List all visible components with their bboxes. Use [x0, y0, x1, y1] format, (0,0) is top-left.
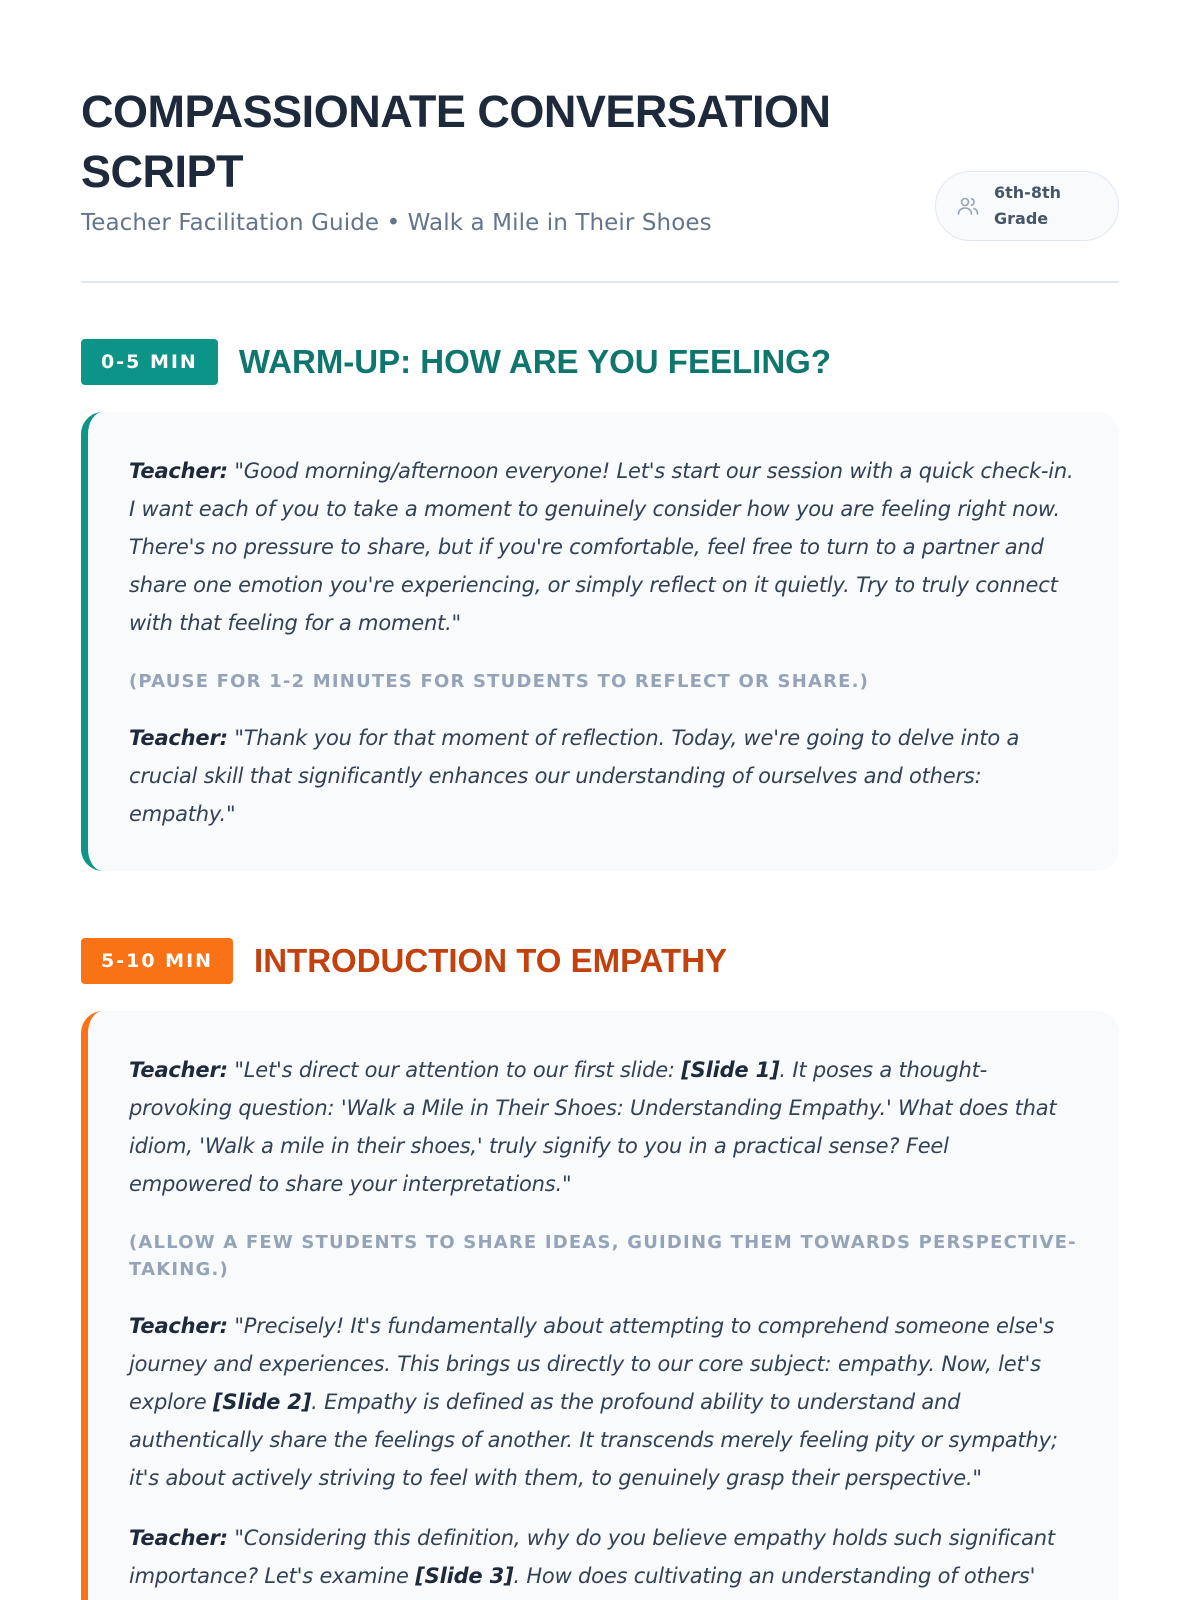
- stage-direction: (ALLOW A FEW STUDENTS TO SHARE IDEAS, GUIDING THEM TOWARDS PERSPECTIVE-TAKING.): [129, 1232, 1077, 1280]
- time-badge: 5-10 MIN: [81, 938, 233, 984]
- speaker-label: Teacher:: [129, 1314, 228, 1338]
- page-subtitle: Teacher Facilitation Guide • Walk a Mile in Their Shoes: [81, 210, 712, 236]
- teacher-line: [129, 719, 1077, 833]
- line-text: "Precisely! It's fundamentally about attempting to comprehend someone else's journey and experiences. This brings us directly to our core subject: empathy. Now, let's explore: [129, 1314, 1055, 1414]
- line-text: . How does cultivating an understanding of others': [513, 1564, 1036, 1588]
- line-text: . Empathy is defined as the profound ability to understand and authentically share the feelings of another. It transcends merely feeling pity or sympathy; it's about actively striving to feel with them, to genuinely grasp their perspective.": [129, 1390, 1058, 1490]
- line-text: "Thank you for that moment of reflection. Today, we're going to delve into a crucial skill that significantly enhances our understanding of ourselves and others: empathy.": [129, 726, 1020, 826]
- page-title: COMPASSIONATE CONVERSATION SCRIPT: [81, 86, 831, 197]
- time-badge: 0-5 MIN: [81, 339, 218, 385]
- users-icon: [956, 194, 980, 218]
- slide-reference: [Slide 2]: [213, 1390, 312, 1414]
- line-text: "Considering this definition, why do you believe empathy holds such significant importance? Let's examine: [129, 1526, 1055, 1588]
- slide-reference: [Slide 3]: [415, 1564, 514, 1588]
- stage-direction: (PAUSE FOR 1-2 MINUTES FOR STUDENTS TO REFLECT OR SHARE.): [129, 671, 870, 692]
- header: [81, 0, 1119, 283]
- line-text: . It poses a thought-provoking question: 'Walk a Mile in Their Shoes: Understanding Empathy.' What does that idiom, 'Walk a mile in their shoes,' truly signify to you in a practical sense? Feel empowered to share your interpretations.": [129, 1058, 1057, 1196]
- section-header: [81, 937, 1119, 985]
- section-introduction: [81, 937, 1119, 1600]
- script-card: [81, 1011, 1119, 1600]
- teacher-line: [129, 1519, 1077, 1595]
- section-title: INTRODUCTION TO EMPATHY: [254, 942, 728, 979]
- speaker-label: Teacher:: [129, 1526, 228, 1550]
- speaker-label: Teacher:: [129, 459, 228, 483]
- grade-badge: [935, 171, 1119, 241]
- section-warm-up: [81, 338, 1119, 871]
- line-text: "Good morning/afternoon everyone! Let's start our session with a quick check-in. I want each of you to take a moment to genuinely consider how you are feeling right now. There's no pressure to share, but if you're comfortable, feel free to turn to a partner and share one emotion you're experiencing, or simply reflect on it quietly. Try to truly connect with that feeling for a moment.": [129, 459, 1074, 635]
- section-title: WARM-UP: HOW ARE YOU FEELING?: [238, 343, 831, 380]
- grade-label: 6th-8th Grade: [994, 183, 1061, 228]
- teacher-line: [129, 452, 1077, 642]
- speaker-label: Teacher:: [129, 1058, 228, 1082]
- teacher-line: [129, 1307, 1077, 1497]
- teacher-line: [129, 1051, 1077, 1203]
- script-card: [81, 412, 1119, 871]
- line-text: "Let's direct our attention to our first slide:: [234, 1058, 682, 1082]
- section-header: [81, 338, 1119, 386]
- slide-reference: [Slide 1]: [681, 1058, 780, 1082]
- speaker-label: Teacher:: [129, 726, 228, 750]
